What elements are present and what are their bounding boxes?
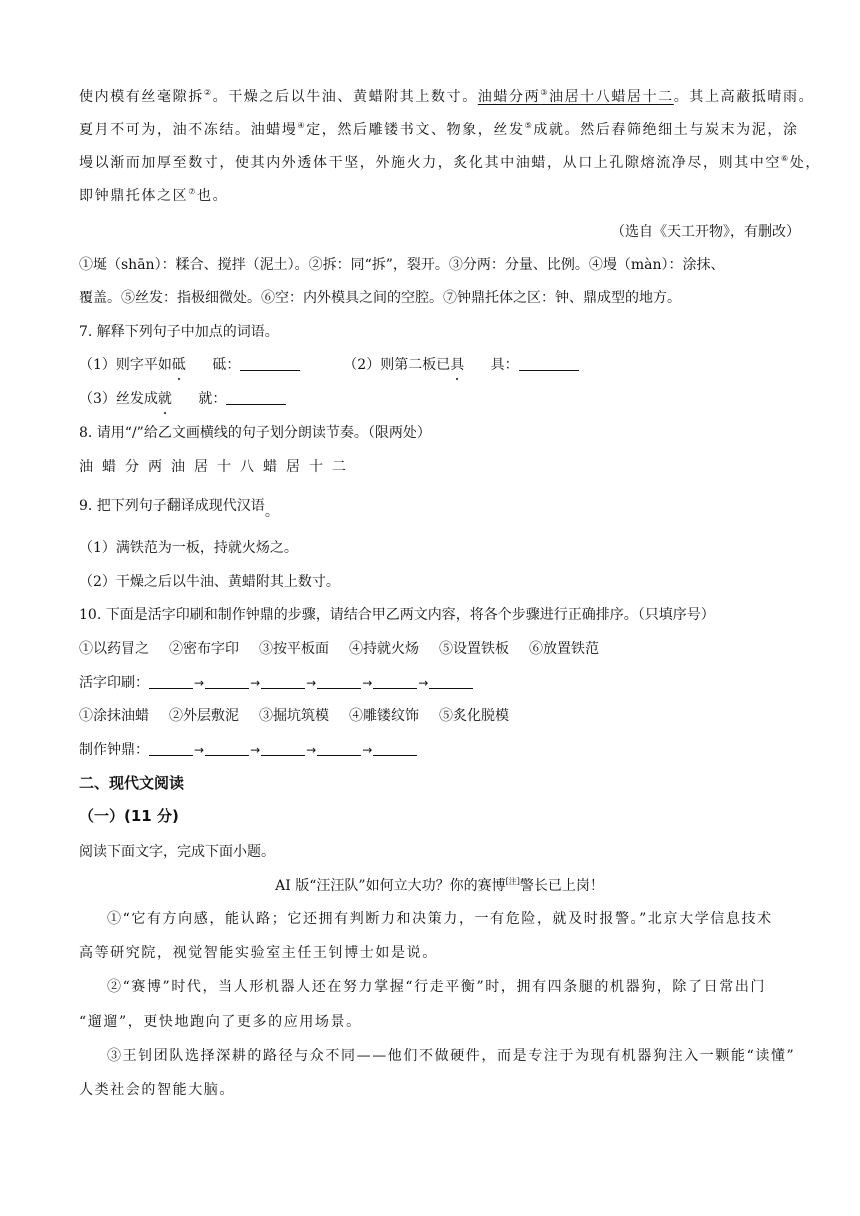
passage-text: 。干燥之后以牛油、黄蜡附其上数寸。 bbox=[212, 89, 478, 105]
question-9-sentence-2: （2）干燥之后以牛油、黄蜡附其上数寸。 bbox=[79, 574, 340, 590]
article-title: AI 版“汪汪队”如何立大功？你的赛博[注]警长已上岗！ bbox=[275, 877, 604, 894]
question-7-items-row2: （3）丝发成就 就： bbox=[79, 389, 800, 409]
notes-line-1: ①埏（shān）：糅合、搅拌（泥土）。②拆：同“拆”，裂开。③分两：分量、比例。④墁（màn）：涂抹、 bbox=[79, 257, 725, 273]
answer-blank[interactable] bbox=[149, 674, 193, 689]
article-paragraph-3-cont: 人类社会的智能大脑。 bbox=[79, 1082, 235, 1098]
answer-blank[interactable] bbox=[317, 741, 361, 756]
answer-blank[interactable] bbox=[429, 674, 473, 689]
answer-blank[interactable] bbox=[519, 356, 579, 371]
answer-blank[interactable] bbox=[240, 356, 300, 371]
question-10-answer-2: 制作钟鼎： → → → → bbox=[79, 740, 800, 760]
notes-line-2: 覆盖。⑤丝发：指极细微处。⑥空：内外模具之间的空腔。⑦钟鼎托体之区：钟、鼎成型的地方。 bbox=[79, 290, 681, 306]
article-paragraph-3: ③王钊团队选择深耕的路径与众不同——他们不做硬件，而是专注于为现有机器狗注入一颗能“读懂” bbox=[107, 1048, 796, 1064]
passage-text: 使内模有丝毫隙拆 bbox=[79, 89, 204, 105]
question-7-items-row1: （1）则字平如砥 砥： （2）则第二板已具 具： bbox=[79, 355, 800, 375]
dotted-word: 就 bbox=[157, 391, 172, 407]
article-paragraph-1-cont: 高等研究院，视觉智能实验室主任王钊博士如是说。 bbox=[79, 945, 438, 961]
dotted-word: 具 bbox=[450, 357, 465, 373]
question-7-title: 7. 解释下列句子中加点的词语。 bbox=[79, 324, 279, 340]
question-9-title: 9. 把下列句子翻译成现代汉语。 bbox=[79, 498, 279, 520]
answer-blank[interactable] bbox=[261, 674, 305, 689]
question-10-title: 10. 下面是活字印刷和制作钟鼎的步骤，请结合甲乙两文内容，将各个步骤进行正确排序。（只填序号） bbox=[79, 607, 715, 623]
answer-blank[interactable] bbox=[373, 674, 417, 689]
section-heading: 二、现代文阅读 bbox=[79, 774, 185, 792]
passage-source: （选自《天工开物》，有删改） bbox=[611, 224, 800, 240]
passage-line-4: 即钟鼎托体之区⑦也。 bbox=[79, 187, 229, 204]
answer-blank[interactable] bbox=[317, 674, 361, 689]
dotted-word: 砥 bbox=[171, 357, 186, 373]
answer-blank[interactable] bbox=[205, 674, 249, 689]
answer-blank[interactable] bbox=[205, 741, 249, 756]
question-10-options-2: ①涂抹油蜡 ②外层敷泥 ③掘坑筑模 ④雕镂纹饰 ⑤炙化脱模 bbox=[79, 708, 509, 724]
answer-blank[interactable] bbox=[261, 741, 305, 756]
answer-blank[interactable] bbox=[149, 741, 193, 756]
answer-blank[interactable] bbox=[226, 390, 286, 405]
question-8-title: 8. 请用“/”给乙文画横线的句子划分朗读节奏。（限两处） bbox=[79, 425, 431, 441]
passage-line-3: 墁以渐而加厚至数寸，使其内外透体干坚，外施火力，炙化其中油蜡，从口上孔隙熔流净尽，则其中空⑥处， bbox=[79, 154, 821, 171]
underlined-sentence: 油蜡分两③油居十八蜡居十二 bbox=[477, 88, 674, 105]
passage-line-1 bbox=[79, 87, 815, 107]
article-paragraph-2: ②“赛博”时代，当人形机器人还在努力掌握“行走平衡”时，拥有四条腿的机器狗，除了日常出门 bbox=[107, 979, 767, 995]
reading-instruction: 阅读下面文字，完成下面小题。 bbox=[79, 844, 275, 860]
question-9-sentence-1: （1）满铁范为一板，持就火炀之。 bbox=[79, 540, 298, 556]
subsection-heading: （一）(11 分) bbox=[79, 807, 179, 825]
passage-line-2: 夏月不可为，油不冻结。油蜡墁④定，然后雕镂书文、物象，丝发⑤成就。然后舂筛绝细土与炭末为泥，涂 bbox=[79, 121, 799, 138]
article-paragraph-2-cont: “遛遛”，更快地跑向了更多的应用场景。 bbox=[79, 1014, 362, 1030]
question-8-sentence: 油 蜡 分 两 油 居 十 八 蜡 居 十 二 bbox=[79, 459, 346, 475]
passage-text: 。其上高蔽抵晴雨。 bbox=[673, 89, 815, 105]
question-10-options-1: ①以药冒之 ②密布字印 ③按平板面 ④持就火炀 ⑤设置铁板 ⑥放置铁范 bbox=[79, 641, 599, 657]
question-10-answer-1: 活字印刷： → → → → → bbox=[79, 673, 800, 693]
footnote-marker: ② bbox=[203, 88, 213, 97]
answer-blank[interactable] bbox=[373, 741, 417, 756]
article-paragraph-1: ①“它有方向感，能认路；它还拥有判断力和决策力，一有危险，就及时报警。”北京大学信息技术 bbox=[107, 911, 773, 927]
